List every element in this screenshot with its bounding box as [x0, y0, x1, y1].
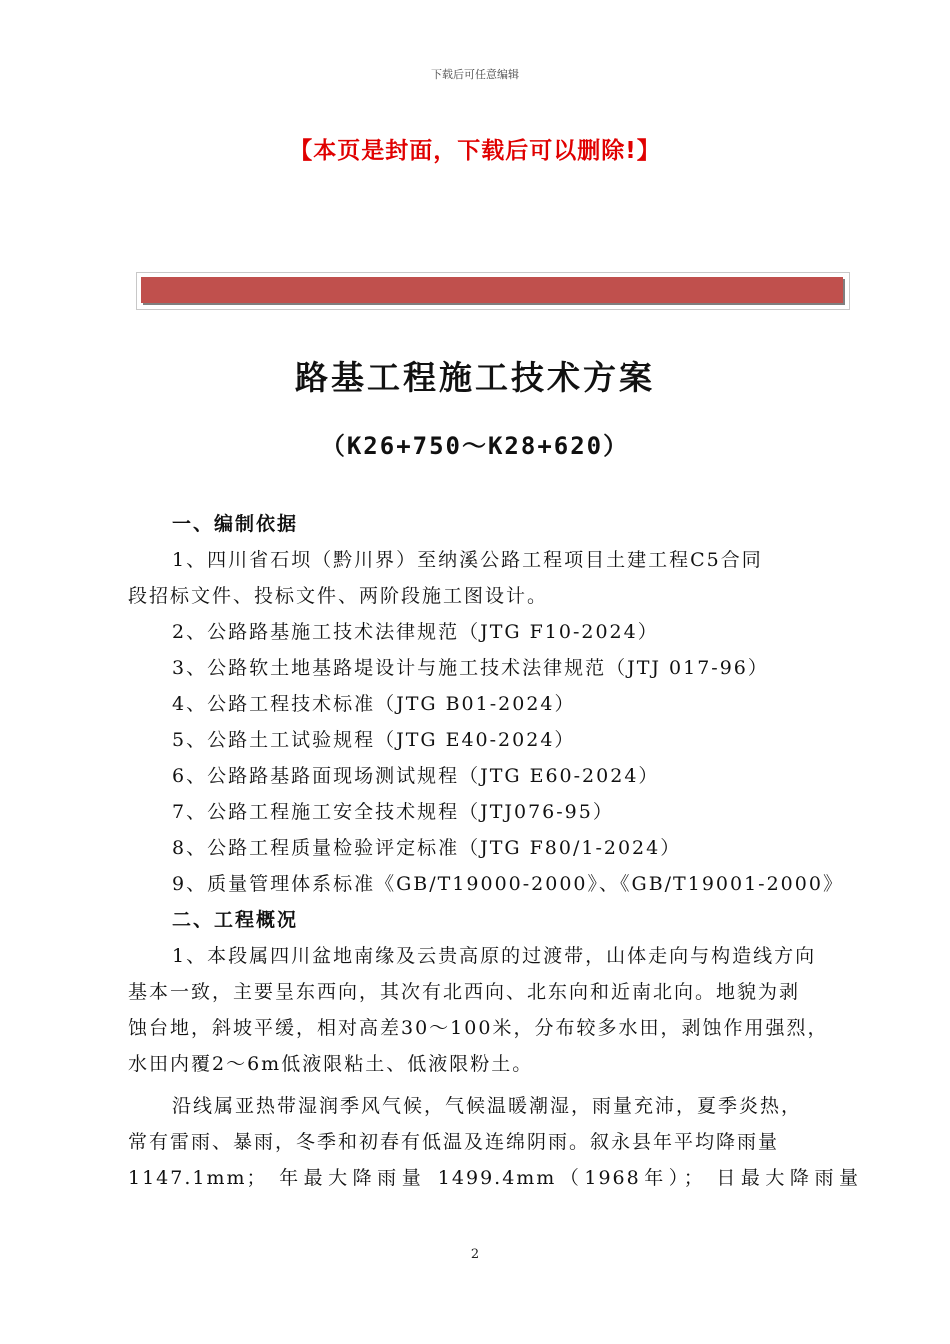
overview-line: 1、本段属四川盆地南缘及云贵高原的过渡带，山体走向与构造线方向 [172, 945, 817, 967]
basis-item: 8、公路工程质量检验评定标准（JTG F80/1-2024） [172, 837, 682, 859]
page-header-note: 下载后可任意编辑 [431, 68, 519, 81]
page-number: 2 [470, 1247, 480, 1262]
cover-notice: 【本页是封面，下载后可以删除!】 [289, 138, 661, 164]
document-body [128, 506, 860, 1196]
document-subtitle: （K26+750～K28+620） [320, 432, 630, 460]
basis-item: 4、公路工程技术标准（JTG B01-2024） [172, 693, 576, 715]
basis-item: 2、公路路基施工技术法律规范（JTG F10-2024） [172, 621, 659, 643]
basis-item: 9、质量管理体系标准《GB/T19000-2000》、《GB/T19001-2000》 [172, 873, 844, 895]
overview-line: 1147.1mm； 年最大降雨量 1499.4mm（1968年）； 日最大降雨量 [128, 1167, 860, 1189]
document-title: 路基工程施工技术方案 [295, 358, 655, 397]
section-heading-basis: 一、编制依据 [172, 513, 299, 535]
basis-item: 5、公路土工试验规程（JTG E40-2024） [172, 729, 576, 751]
basis-item: 7、公路工程施工安全技术规程（JTJ076-95） [172, 801, 614, 823]
overview-line: 蚀台地，斜坡平缓，相对高差30～100米，分布较多水田，剥蚀作用强烈， [128, 1017, 829, 1039]
basis-item: 6、公路路基路面现场测试规程（JTG E60-2024） [172, 765, 660, 787]
basis-item: 3、公路软土地基路堤设计与施工技术法律规范（JTJ 017-96） [172, 657, 769, 679]
overview-line: 沿线属亚热带湿润季风气候，气候温暖潮湿，雨量充沛，夏季炎热， [172, 1095, 803, 1117]
decorative-banner [136, 272, 850, 310]
banner-fill [141, 277, 843, 303]
section-heading-overview: 二、工程概况 [172, 909, 299, 931]
overview-line: 基本一致，主要呈东西向，其次有北西向、北东向和近南北向。地貌为剥 [128, 981, 801, 1003]
overview-line: 水田内覆2～6m低液限粘土、低液限粉土。 [128, 1053, 534, 1075]
overview-line: 常有雷雨、暴雨，冬季和初春有低温及连绵阴雨。叙永县年平均降雨量 [128, 1131, 780, 1153]
basis-item: 1、四川省石坝（黔川界）至纳溪公路工程项目土建工程C5合同 [172, 549, 763, 571]
basis-item-continued: 段招标文件、投标文件、两阶段施工图设计。 [128, 585, 549, 607]
